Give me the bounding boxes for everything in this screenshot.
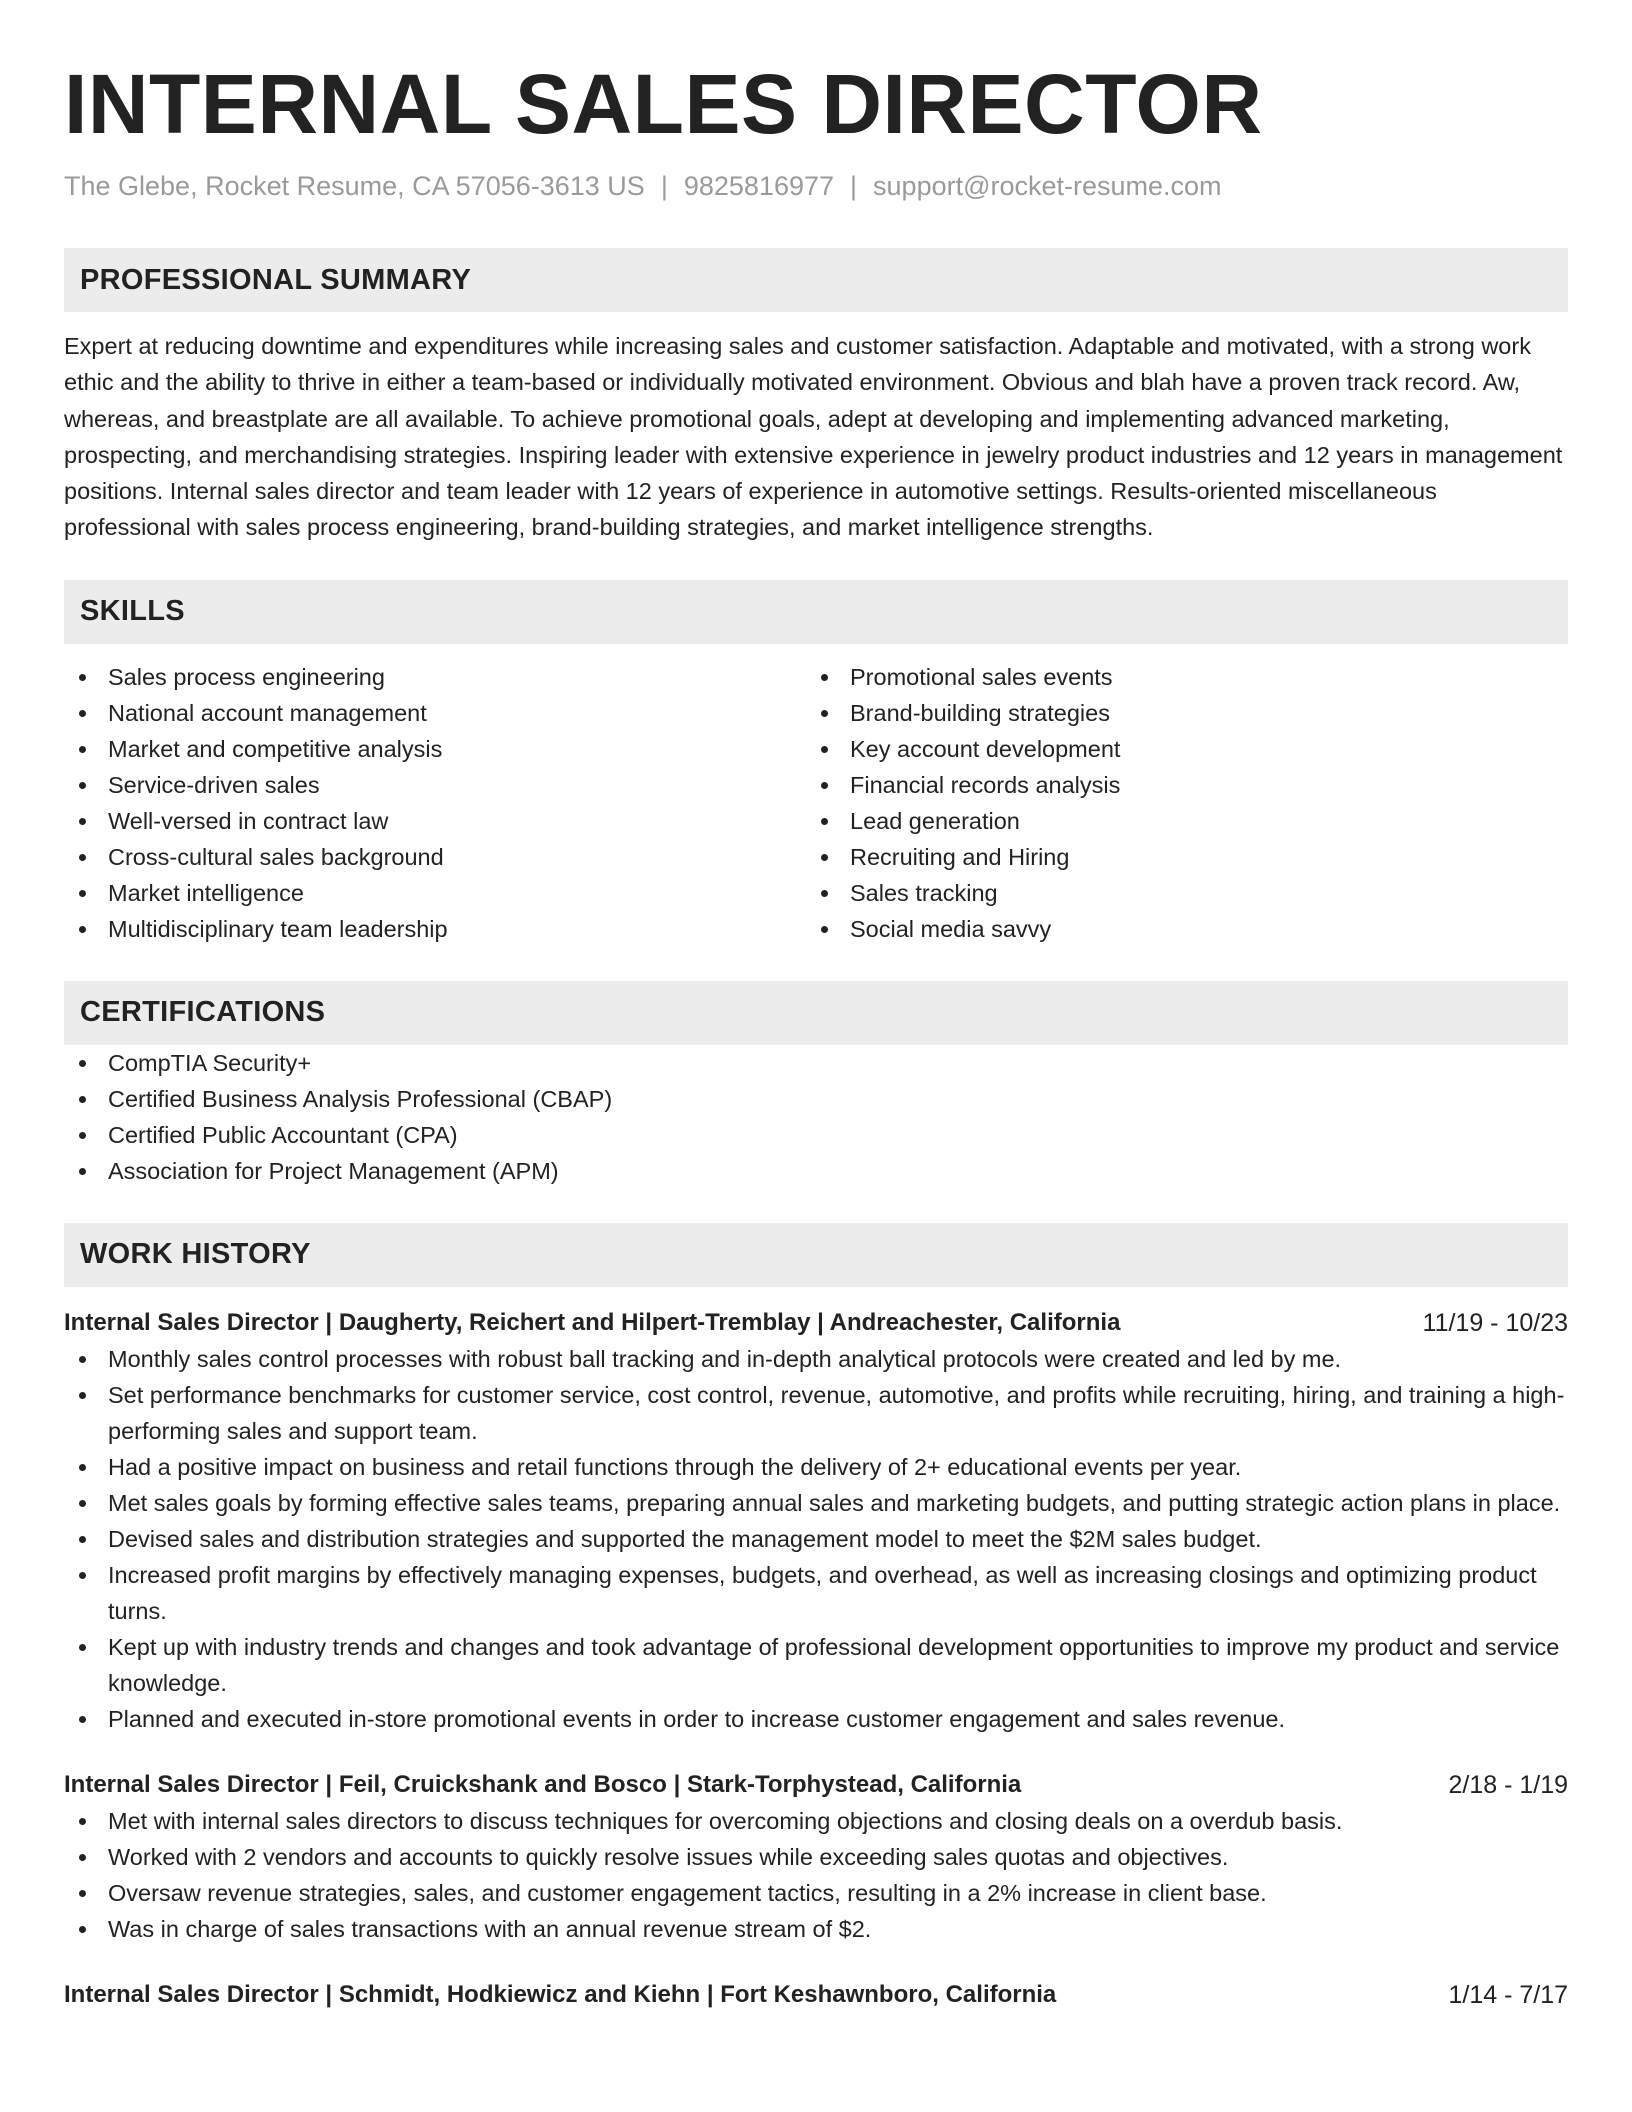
job-title: Internal Sales Director | Daugherty, Reichert and Hilpert-Tremblay | Andreachester, California [64,1308,1121,1336]
skill-item: Social media savvy [806,911,1548,947]
job-header [64,1767,1568,1803]
contact-phone: 9825816977 [683,171,835,201]
job-bullet: Kept up with industry trends and changes and took advantage of professional development opportunities to improve my product and service knowledge. [64,1629,1568,1701]
candidate-name: INTERNAL SALES DIRECTOR [64,57,1263,151]
summary-section-header: PROFESSIONAL SUMMARY [64,248,1568,312]
skill-item: Cross-cultural sales background [64,839,806,875]
job-bullet: Met with internal sales directors to discuss techniques for overcoming objections and closing deals on a overdub basis. [64,1803,1568,1839]
skill-item: Financial records analysis [806,767,1548,803]
skills-column-left [64,659,806,947]
skill-item: Multidisciplinary team leadership [64,911,806,947]
skills-section-header: SKILLS [64,580,1568,644]
skill-item: Market intelligence [64,875,806,911]
certification-item: Certified Public Accountant (CPA) [64,1117,1568,1153]
job-bullet: Planned and executed in-store promotional events in order to increase customer engagement and sales revenue. [64,1701,1568,1737]
skills-grid [64,659,1568,947]
job-entry [64,1977,1568,2013]
skill-item: National account management [64,695,806,731]
job-dates: 2/18 - 1/19 [1448,1770,1568,1799]
job-title: Internal Sales Director | Schmidt, Hodkiewicz and Kiehn | Fort Keshawnboro, California [64,1980,1057,2008]
skill-item: Sales tracking [806,875,1548,911]
job-bullet: Was in charge of sales transactions with an annual revenue stream of $2. [64,1911,1568,1947]
skill-item: Service-driven sales [64,767,806,803]
skill-item: Brand-building strategies [806,695,1548,731]
certification-item: Certified Business Analysis Professional (CBAP) [64,1081,1568,1117]
skill-item: Well-versed in contract law [64,803,806,839]
work-history-section-header: WORK HISTORY [64,1223,1568,1287]
job-bullet: Worked with 2 vendors and accounts to quickly resolve issues while exceeding sales quotas and objectives. [64,1839,1568,1875]
resume-page [64,0,1568,2013]
job-entry [64,1767,1568,1947]
contact-line [64,168,1568,204]
skill-item: Key account development [806,731,1548,767]
skill-item: Market and competitive analysis [64,731,806,767]
job-bullet: Devised sales and distribution strategies and supported the management model to meet the $2M sales budget. [64,1521,1568,1557]
skill-item: Lead generation [806,803,1548,839]
job-header [64,1977,1568,2013]
skill-item: Recruiting and Hiring [806,839,1548,875]
certification-item: Association for Project Management (APM) [64,1153,1568,1189]
job-bullet: Set performance benchmarks for customer service, cost control, revenue, automotive, and profits while recruiting, hiring, and training a high-performing sales and support team. [64,1377,1568,1449]
certification-item: CompTIA Security+ [64,1045,1568,1081]
job-entry [64,1305,1568,1737]
job-header [64,1305,1568,1341]
contact-address: The Glebe, Rocket Resume, CA 57056-3613 US [64,171,645,201]
job-title: Internal Sales Director | Feil, Cruickshank and Bosco | Stark-Torphystead, California [64,1770,1022,1798]
skills-list-right [806,659,1548,947]
job-dates: 1/14 - 7/17 [1448,1980,1568,2009]
contact-separator: | [660,171,668,201]
job-dates: 11/19 - 10/23 [1422,1308,1568,1337]
skill-item: Sales process engineering [64,659,806,695]
skills-list-left [64,659,806,947]
skills-column-right [806,659,1548,947]
job-bullets [64,1803,1568,1947]
contact-separator: | [850,171,858,201]
job-bullet: Met sales goals by forming effective sales teams, preparing annual sales and marketing budgets, and putting strategic action plans in place. [64,1485,1568,1521]
certifications-section-header: CERTIFICATIONS [64,981,1568,1045]
job-bullet: Increased profit margins by effectively managing expenses, budgets, and overhead, as well as increasing closings and optimizing product turns. [64,1557,1568,1629]
certifications-list [64,1045,1568,1189]
job-bullet: Monthly sales control processes with robust ball tracking and in-depth analytical protocols were created and led by me. [64,1341,1568,1377]
contact-email: support@rocket-resume.com [873,171,1222,201]
job-bullet: Oversaw revenue strategies, sales, and customer engagement tactics, resulting in a 2% increase in client base. [64,1875,1568,1911]
skill-item: Promotional sales events [806,659,1548,695]
summary-text: Expert at reducing downtime and expenditures while increasing sales and customer satisfaction. Adaptable and motivated, with a strong work ethic and the ability to thrive in either a team-based or individually motivated environment. Obvious and blah have a proven track record. Aw, whereas, and breastplate are all available. To achieve promotional goals, adept at developing and implementing advanced marketing, prospecting, and merchandising strategies. Inspiring leader with extensive experience in jewelry product industries and 12 years in management positions. Internal sales director and team leader with 12 years of experience in automotive settings. Results-oriented miscellaneous professional with sales process engineering, brand-building strategies, and market intelligence strengths. [64,333,1563,541]
job-bullets [64,1341,1568,1737]
job-bullet: Had a positive impact on business and retail functions through the delivery of 2+ educational events per year. [64,1449,1568,1485]
